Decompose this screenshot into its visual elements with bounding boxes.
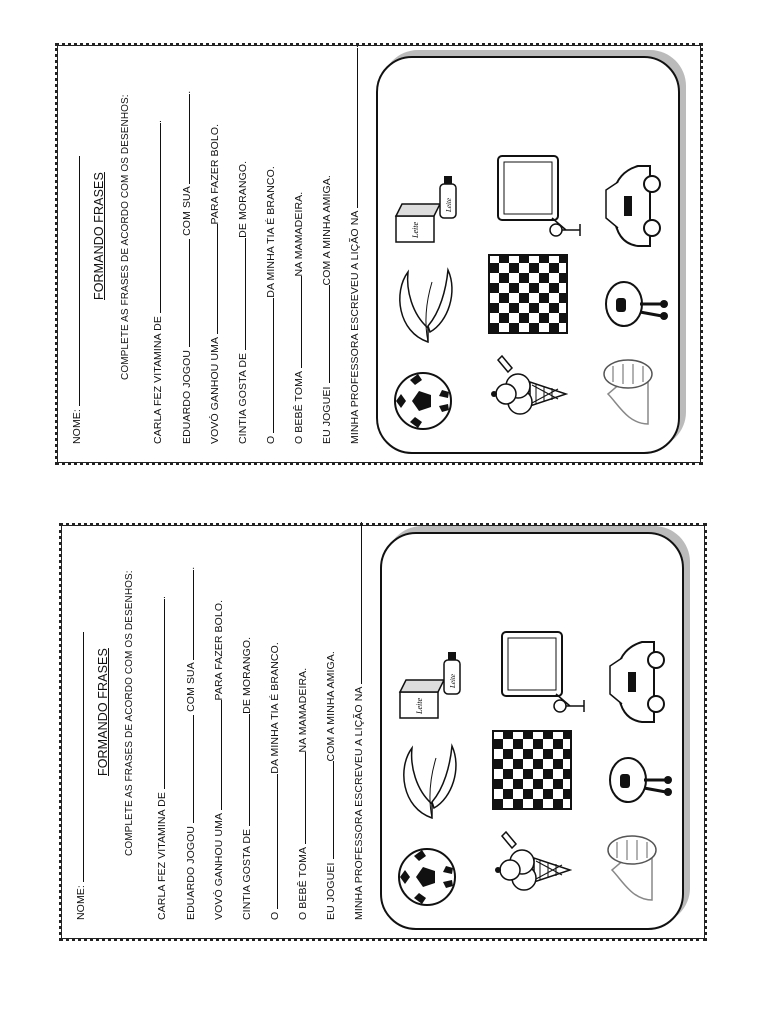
sentence-text: VOVÓ GANHOU UMA (209, 337, 221, 444)
sentence-text: . (156, 596, 168, 600)
sentence-8 (352, 521, 365, 920)
sentence-1 (151, 120, 164, 444)
sentence-4 (240, 637, 253, 920)
sentence-1 (155, 596, 168, 920)
sentence-text: . (181, 90, 193, 94)
sentence-text: O (265, 435, 277, 444)
answer-blank[interactable] (296, 752, 306, 844)
sentence-text: PARA FAZER BOLO. (213, 599, 225, 701)
picture-box (376, 56, 680, 454)
sentence-text: DE MORANGO. (237, 160, 249, 238)
worksheet-rotated-content (62, 521, 704, 938)
sentence-text: NA MAMADEIRA. (293, 191, 305, 277)
sneaker-icon (598, 354, 668, 434)
name-label: NOME: (71, 409, 83, 444)
soccer-ball-icon (396, 846, 458, 908)
sentence-7 (324, 651, 337, 920)
chess-board-icon (492, 730, 572, 810)
picture-box (380, 532, 684, 930)
answer-blank[interactable] (268, 774, 278, 909)
sentence-3 (212, 600, 225, 920)
mixer-icon (600, 272, 670, 342)
instructions: COMPLETE AS FRASES DE ACORDO COM OS DESENHOS: (120, 94, 131, 380)
sentence-text: COM SUA (185, 662, 197, 712)
sneaker-icon (602, 830, 672, 910)
sentence-text: VOVÓ GANHOU UMA (213, 813, 225, 920)
answer-blank[interactable] (180, 239, 190, 347)
car-icon (598, 162, 668, 252)
sentence-text: COM SUA (181, 186, 193, 236)
sentence-text: O BEBÊ TOMA (293, 371, 305, 444)
sentence-5 (268, 642, 281, 920)
sentence-8 (348, 45, 361, 444)
answer-blank[interactable] (208, 224, 218, 334)
answer-blank[interactable] (212, 700, 222, 810)
sentence-area (58, 45, 361, 450)
sentence-text: CARLA FEZ VITAMINA DE (156, 792, 168, 920)
milk-icon (392, 648, 472, 728)
banana-icon (388, 262, 468, 352)
sentence-text: COM A MINHA AMIGA. (321, 175, 333, 286)
worksheet-bottom (59, 523, 707, 941)
chess-board-icon (488, 254, 568, 334)
worksheet-title: FORMANDO FRASES (96, 648, 110, 776)
ice-cream-icon (488, 354, 568, 434)
sentence-text: . (152, 120, 164, 124)
sentence-text: EDUARDO JOGOU (181, 349, 193, 444)
name-blank[interactable] (74, 632, 84, 882)
blackboard-icon (496, 150, 582, 240)
milk-box-label: Leite (411, 222, 420, 238)
answer-blank[interactable] (352, 524, 362, 684)
worksheet-title: FORMANDO FRASES (92, 172, 106, 300)
answer-blank[interactable] (240, 714, 250, 826)
sentence-4 (236, 161, 249, 444)
sentence-text: PARA FAZER BOLO. (209, 123, 221, 225)
blackboard-icon (500, 626, 586, 716)
name-label: NOME: (75, 885, 87, 920)
sentence-area (62, 521, 365, 926)
sentence-text: EU JOGUEI (325, 862, 337, 920)
instructions: COMPLETE AS FRASES DE ACORDO COM OS DESENHOS: (124, 570, 135, 856)
sentence-2 (184, 567, 197, 920)
name-blank[interactable] (70, 156, 80, 406)
sentence-text: . (353, 521, 365, 525)
sentence-text: O BEBÊ TOMA (297, 847, 309, 920)
milk-bottle-label: Leite (449, 674, 457, 688)
sentence-text: MINHA PROFESSORA ESCREVEU A LIÇÃO NA (353, 687, 365, 920)
answer-blank[interactable] (180, 94, 190, 184)
sentence-text: DA MINHA TIA É BRANCO. (269, 642, 281, 774)
sentence-text: . (185, 566, 197, 570)
sentence-text: MINHA PROFESSORA ESCREVEU A LIÇÃO NA (349, 211, 361, 444)
worksheet-rotated-content (58, 46, 700, 462)
car-icon (602, 638, 672, 728)
answer-blank[interactable] (348, 48, 358, 208)
sentence-text: CARLA FEZ VITAMINA DE (152, 316, 164, 444)
name-line (74, 632, 87, 920)
sentence-2 (180, 91, 193, 444)
answer-blank[interactable] (184, 570, 194, 660)
sentence-7 (320, 175, 333, 444)
worksheet-top (55, 43, 703, 465)
milk-bottle-label: Leite (445, 198, 453, 212)
sentence-text: EDUARDO JOGOU (185, 825, 197, 920)
name-line (70, 156, 83, 444)
sentence-text: . (349, 45, 361, 49)
answer-blank[interactable] (292, 276, 302, 368)
sentence-5 (264, 166, 277, 444)
sentence-3 (208, 124, 221, 444)
answer-blank[interactable] (151, 123, 161, 313)
sentence-text: EU JOGUEI (321, 386, 333, 444)
ice-cream-icon (492, 830, 572, 910)
answer-blank[interactable] (184, 715, 194, 823)
answer-blank[interactable] (236, 238, 246, 350)
sentence-text: O (269, 911, 281, 920)
sentence-text: NA MAMADEIRA. (297, 667, 309, 753)
mixer-icon (604, 748, 674, 818)
sentence-6 (296, 668, 309, 920)
sentence-text: CINTIA GOSTA DE (237, 352, 249, 444)
banana-icon (392, 738, 472, 828)
milk-icon (388, 172, 468, 252)
soccer-ball-icon (392, 370, 454, 432)
answer-blank[interactable] (264, 298, 274, 433)
sentence-text: DE MORANGO. (241, 636, 253, 714)
answer-blank[interactable] (324, 761, 334, 859)
answer-blank[interactable] (320, 285, 330, 383)
sentence-text: DA MINHA TIA É BRANCO. (265, 166, 277, 298)
answer-blank[interactable] (155, 599, 165, 789)
milk-box-label: Leite (415, 698, 424, 714)
sentence-text: CINTIA GOSTA DE (241, 828, 253, 920)
sentence-text: COM A MINHA AMIGA. (325, 651, 337, 762)
sentence-6 (292, 192, 305, 444)
